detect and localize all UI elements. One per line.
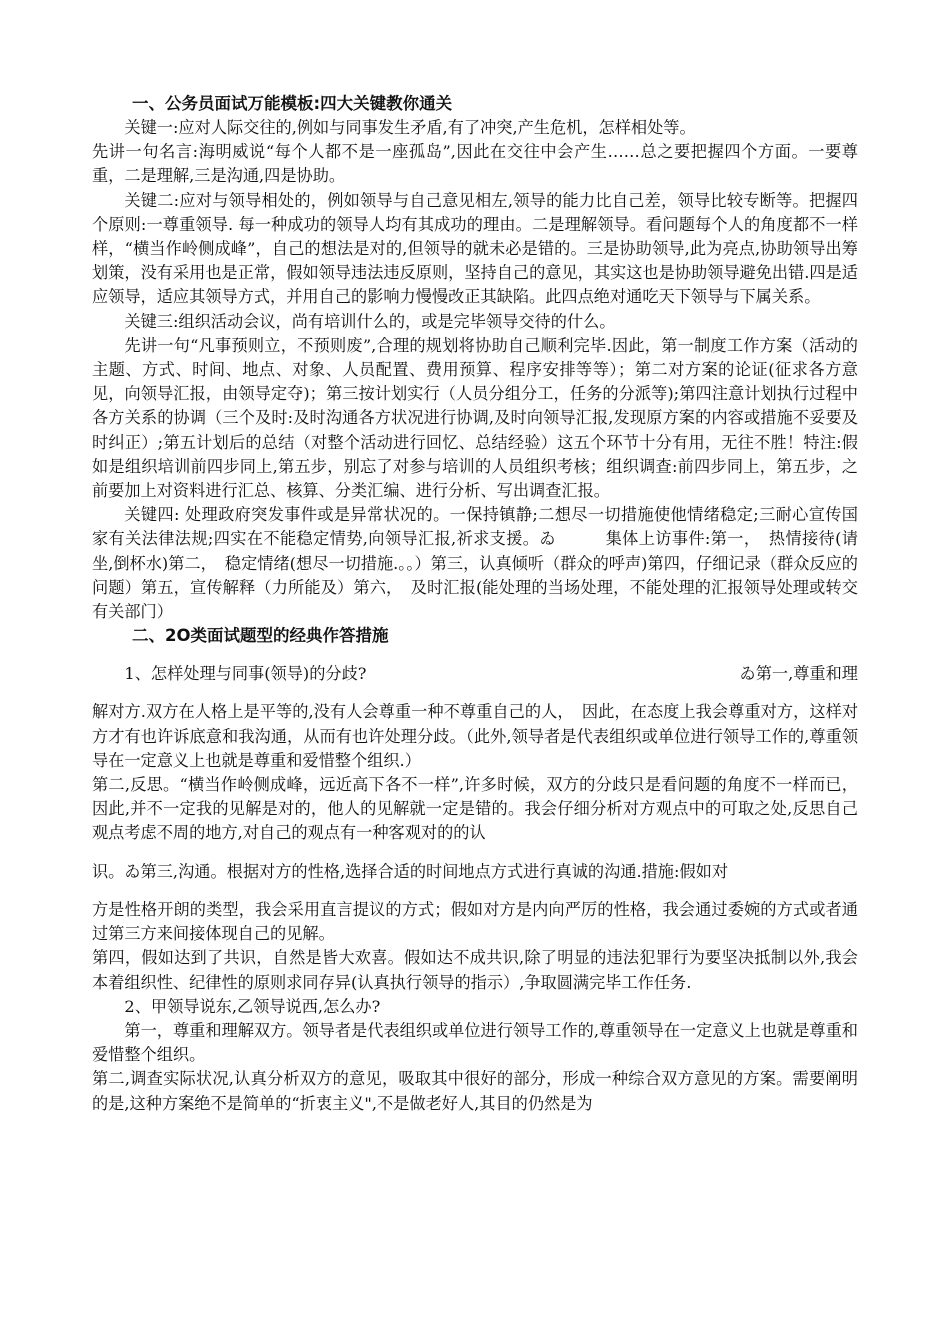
heading-section-2: 二、2O类面试题型的经典作答措施 (132, 626, 389, 646)
question-1: 1、怎样处理与同事(领导)的分歧? (124, 664, 367, 684)
answer-1-part-2: 第二,反思。“横当作岭侧成峰，远近高下各不一样”,许多时候，双方的分歧只是看问题的角度不一样而已，因此,并不一定我的见解是对的，他人的见解就一定是错的。我会仔细分析对方观点中的可取之处,反思自己观点考虑不周的地方,对自己的观点有一种客观对的的认 (92, 775, 858, 843)
question-1-answer-start: ゐ第一,尊重和理 (739, 664, 858, 684)
answer-1-part-3: 识。ゐ第三,沟通。根据对方的性格,选择合适的时间地点方式进行真诚的沟通.措施:假如对 (92, 861, 729, 881)
heading-section-1: 一、公务员面试万能模板:四大关键教你通关 (132, 94, 453, 113)
paragraph-key-1: 关键一:应对人际交往的,例如与同事发生矛盾,有了冲突,产生危机，怎样相处等。 (124, 118, 696, 137)
answer-1-part-4: 方是性格开朗的类型，我会采用直言提议的方式；假如对方是内向严厉的性格，我会通过委婉的方式或者通过第三方来间接体现自己的见解。 (92, 899, 858, 944)
paragraph-key-3: 关键三:组织活动会议，尚有培训什么的，或是完毕领导交待的什么。 (124, 311, 616, 331)
paragraph-key-1-detail: 先讲一句名言:海明威说“每个人都不是一座孤岛”,因此在交往中会产生……总之要把握四个方面。一要尊重，二是理解,三是沟通,四是协助。 (92, 142, 858, 186)
question-1-row (92, 662, 858, 686)
answer-1-part-1: 解对方.双方在人格上是平等的,没有人会尊重一种不尊重自己的人， 因此，在态度上我会尊重对方，这样对方才有也许诉底意和我沟通，从而有也许处理分歧。（此外,领导者是代表组织或单位进行领导工作的,尊重领导在一定意义上也就是尊重和爱惜整个组织.） (92, 702, 858, 770)
paragraph-key-4: 关键四: 处理政府突发事件或是异常状况的。一保持镇静;二想尽一切措施使他情绪稳定;三耐心宣传国家有关法律法规;四实在不能稳定情势,向领导汇报,祈求支援。ゐ 集体上访事件:第一， 热情接待(请坐,倒杯水)第二， 稳定情绪(想尽一切措施.。。）第三，认真倾听（群众的呼声)第四，仔细记录（群众反应的问题）第五，宣传解释（力所能及）第六， 及时汇报(能处理的当场处理，不能处理的汇报领导处理或转交有关部门） (92, 505, 858, 622)
answer-2-part-1: 第一，尊重和理解双方。领导者是代表组织或单位进行领导工作的,尊重领导在一定意义上也就是尊重和爱惜整个组织。 (92, 1020, 858, 1065)
question-2: 2、甲领导说东,乙领导说西,怎么办? (124, 996, 381, 1016)
answer-2-part-2: 第二,调查实际状况,认真分析双方的意见，吸取其中很好的部分，形成一种综合双方意见的方案。需要阐明的是,这种方案绝不是简单的“折衷主义",不是做老好人,其目的仍然是为 (92, 1069, 858, 1113)
paragraph-key-3-detail: 先讲一句“凡事预则立，不预则废”,合理的规划将协助自己顺利完毕.因此，第一制度工作方案（活动的主题、方式、时间、地点、对象、人员配置、费用预算、程序安排等等）；第二对方案的论证(征求各方意见，向领导汇报，由领导定夺)；第三按计划实行（人员分组分工，任务的分派等);第四注意计划执行过程中各方关系的协调（三个及时:及时沟通各方状况进行协调,及时向领导汇报,发现原方案的内容或措施不妥要及时纠正）;第五计划后的总结（对整个活动进行回忆、总结经验）这五个环节十分有用，无往不胜！特注:假如是组织培训前四步同上,第五步，别忘了对参与培训的人员组织考核；组织调查:前四步同上，第五步，之前要加上对资料进行汇总、核算、分类汇编、进行分析、写出调查汇报。 (92, 335, 858, 501)
answer-1-part-5: 第四，假如达到了共识，自然是皆大欢喜。假如达不成共识,除了明显的违法犯罪行为要坚决抵制以外,我会本着组织性、纪律性的原则求同存异(认真执行领导的指示）,争取圆满完毕工作任务. (92, 948, 858, 992)
paragraph-key-2: 关键二:应对与领导相处的，例如领导与自己意见相左,领导的能力比自己差，领导比较专断等。把握四个原则:一尊重领导. 每一种成功的领导人均有其成功的理由。二是理解领导。看问题每个人的角度都不一样样，“横当作岭侧成峰”，自己的想法是对的,但领导的就未必是错的。三是协助领导,此为亮点,协助领导出筹划策，没有采用也是正常，假如领导违法违反原则，坚持自己的意见，其实这也是协助领导避免出错.四是适应领导，适应其领导方式，并用自己的影响力慢慢改正其缺陷。此四点绝对通吃天下领导与下属关系。 (92, 190, 858, 307)
